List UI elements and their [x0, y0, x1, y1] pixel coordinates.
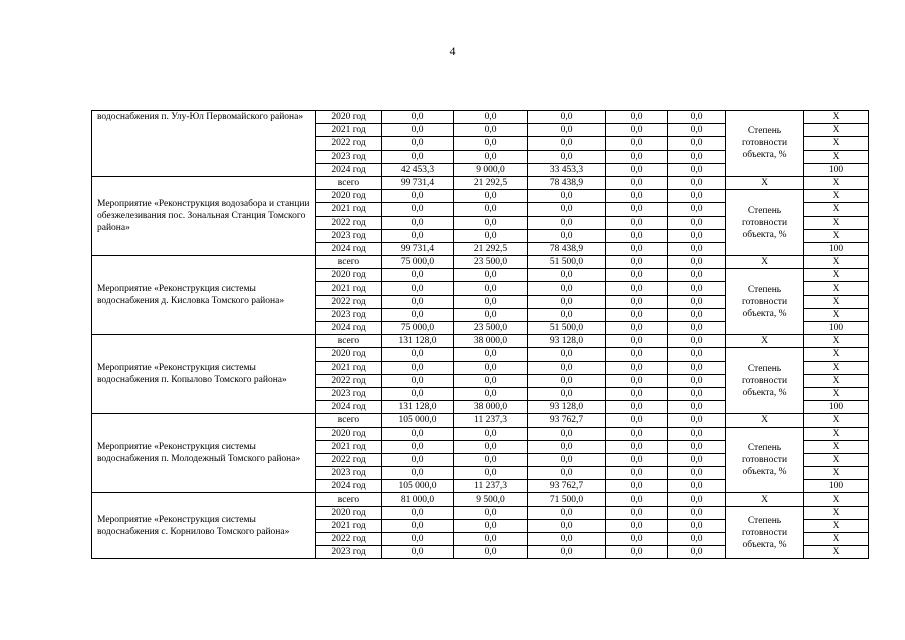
period-cell: всего: [316, 176, 382, 189]
amount-cell: 0,0: [528, 453, 606, 466]
amount-cell: 0,0: [668, 150, 726, 163]
amount-cell: 0,0: [382, 519, 454, 532]
amount-cell: 131 128,0: [382, 335, 454, 348]
table-row: [92, 256, 869, 269]
measure-name: Мероприятие «Реконструкция системы водоснабжения д. Кисловка Томского района»: [92, 256, 316, 335]
amount-cell: 0,0: [528, 295, 606, 308]
period-cell: 2022 год: [316, 533, 382, 546]
amount-cell: 99 731,4: [382, 176, 454, 189]
amount-cell: 21 292,5: [454, 242, 528, 255]
period-cell: 2024 год: [316, 401, 382, 414]
amount-cell: 0,0: [606, 111, 668, 124]
amount-cell: 0,0: [668, 176, 726, 189]
target-value-cell: Х: [804, 348, 869, 361]
target-value-cell: Х: [804, 203, 869, 216]
amount-cell: 0,0: [382, 427, 454, 440]
target-value-cell: Х: [804, 111, 869, 124]
amount-cell: 0,0: [668, 190, 726, 203]
amount-cell: 0,0: [528, 124, 606, 137]
indicator-name: Степень готовности объекта, %: [726, 506, 804, 559]
amount-cell: 0,0: [606, 401, 668, 414]
amount-cell: 0,0: [454, 150, 528, 163]
period-cell: 2021 год: [316, 124, 382, 137]
amount-cell: 42 453,3: [382, 163, 454, 176]
target-value-cell: Х: [804, 137, 869, 150]
amount-cell: 0,0: [606, 453, 668, 466]
indicator-name: Степень готовности объекта, %: [726, 111, 804, 177]
target-value-cell: Х: [804, 256, 869, 269]
amount-cell: 0,0: [454, 506, 528, 519]
amount-cell: 11 237,3: [454, 480, 528, 493]
amount-cell: 0,0: [606, 335, 668, 348]
amount-cell: 75 000,0: [382, 256, 454, 269]
amount-cell: 21 292,5: [454, 176, 528, 189]
period-cell: 2020 год: [316, 427, 382, 440]
target-value-cell: Х: [804, 374, 869, 387]
amount-cell: 0,0: [668, 506, 726, 519]
amount-cell: 11 237,3: [454, 414, 528, 427]
target-value-cell: Х: [804, 546, 869, 559]
amount-cell: 78 438,9: [528, 242, 606, 255]
amount-cell: 0,0: [606, 124, 668, 137]
amount-cell: 0,0: [454, 295, 528, 308]
indicator-x-cell: Х: [726, 414, 804, 427]
amount-cell: 0,0: [454, 269, 528, 282]
amount-cell: 0,0: [382, 467, 454, 480]
target-value-cell: Х: [804, 506, 869, 519]
measure-name: Мероприятие «Реконструкция системы водоснабжения п. Копылово Томского района»: [92, 335, 316, 414]
page-number: 4: [449, 44, 456, 58]
amount-cell: 51 500,0: [528, 322, 606, 335]
amount-cell: 0,0: [454, 374, 528, 387]
amount-cell: 0,0: [382, 348, 454, 361]
period-cell: 2022 год: [316, 216, 382, 229]
amount-cell: 0,0: [382, 111, 454, 124]
measure-name: Мероприятие «Реконструкция водозабора и станции обезжелезивания пос. Зональная Станция Томского района»: [92, 176, 316, 255]
amount-cell: 0,0: [606, 150, 668, 163]
amount-cell: 0,0: [668, 427, 726, 440]
amount-cell: 0,0: [606, 269, 668, 282]
target-value-cell: 100: [804, 163, 869, 176]
amount-cell: 0,0: [606, 440, 668, 453]
period-cell: 2021 год: [316, 282, 382, 295]
amount-cell: 0,0: [606, 533, 668, 546]
amount-cell: 0,0: [382, 282, 454, 295]
amount-cell: 0,0: [528, 111, 606, 124]
period-cell: 2024 год: [316, 322, 382, 335]
period-cell: 2022 год: [316, 295, 382, 308]
amount-cell: 0,0: [606, 242, 668, 255]
amount-cell: 0,0: [454, 440, 528, 453]
amount-cell: 75 000,0: [382, 322, 454, 335]
amount-cell: 0,0: [454, 519, 528, 532]
target-value-cell: Х: [804, 282, 869, 295]
amount-cell: 0,0: [668, 546, 726, 559]
amount-cell: 0,0: [668, 519, 726, 532]
target-value-cell: Х: [804, 176, 869, 189]
amount-cell: 0,0: [668, 242, 726, 255]
amount-cell: 0,0: [606, 308, 668, 321]
amount-cell: 0,0: [528, 506, 606, 519]
amount-cell: 0,0: [382, 533, 454, 546]
amount-cell: 93 762,7: [528, 414, 606, 427]
amount-cell: 23 500,0: [454, 322, 528, 335]
amount-cell: 0,0: [454, 124, 528, 137]
period-cell: всего: [316, 256, 382, 269]
amount-cell: 71 500,0: [528, 493, 606, 506]
amount-cell: 0,0: [528, 519, 606, 532]
amount-cell: 0,0: [668, 137, 726, 150]
amount-cell: 0,0: [454, 467, 528, 480]
amount-cell: 99 731,4: [382, 242, 454, 255]
period-cell: 2023 год: [316, 546, 382, 559]
amount-cell: 33 453,3: [528, 163, 606, 176]
period-cell: всего: [316, 493, 382, 506]
target-value-cell: Х: [804, 387, 869, 400]
amount-cell: 0,0: [668, 269, 726, 282]
amount-cell: 0,0: [454, 427, 528, 440]
indicator-name: Степень готовности объекта, %: [726, 427, 804, 493]
amount-cell: 0,0: [454, 203, 528, 216]
amount-cell: 78 438,9: [528, 176, 606, 189]
amount-cell: 0,0: [454, 308, 528, 321]
amount-cell: 0,0: [606, 282, 668, 295]
amount-cell: 0,0: [668, 480, 726, 493]
amount-cell: 0,0: [606, 216, 668, 229]
amount-cell: 0,0: [668, 282, 726, 295]
period-cell: 2023 год: [316, 387, 382, 400]
amount-cell: 0,0: [606, 137, 668, 150]
period-cell: 2021 год: [316, 519, 382, 532]
period-cell: всего: [316, 414, 382, 427]
amount-cell: 0,0: [668, 111, 726, 124]
period-cell: 2021 год: [316, 203, 382, 216]
amount-cell: 0,0: [606, 295, 668, 308]
amount-cell: 0,0: [668, 374, 726, 387]
amount-cell: 0,0: [528, 546, 606, 559]
indicator-name: Степень готовности объекта, %: [726, 348, 804, 414]
period-cell: 2024 год: [316, 242, 382, 255]
amount-cell: 105 000,0: [382, 414, 454, 427]
amount-cell: 0,0: [668, 216, 726, 229]
amount-cell: 0,0: [668, 493, 726, 506]
amount-cell: 38 000,0: [454, 401, 528, 414]
indicator-x-cell: Х: [726, 335, 804, 348]
amount-cell: 0,0: [454, 348, 528, 361]
amount-cell: 0,0: [382, 453, 454, 466]
amount-cell: 0,0: [606, 387, 668, 400]
period-cell: 2020 год: [316, 111, 382, 124]
amount-cell: 0,0: [668, 401, 726, 414]
target-value-cell: 100: [804, 401, 869, 414]
target-value-cell: 100: [804, 242, 869, 255]
amount-cell: 0,0: [382, 546, 454, 559]
amount-cell: 0,0: [528, 533, 606, 546]
amount-cell: 0,0: [606, 322, 668, 335]
amount-cell: 0,0: [668, 322, 726, 335]
measure-name: водоснабжения п. Улу-Юл Первомайского района»: [92, 111, 316, 177]
amount-cell: 0,0: [606, 480, 668, 493]
period-cell: 2021 год: [316, 361, 382, 374]
amount-cell: 0,0: [668, 295, 726, 308]
target-value-cell: Х: [804, 229, 869, 242]
amount-cell: 105 000,0: [382, 480, 454, 493]
amount-cell: 51 500,0: [528, 256, 606, 269]
amount-cell: 0,0: [668, 387, 726, 400]
amount-cell: 0,0: [668, 124, 726, 137]
amount-cell: 131 128,0: [382, 401, 454, 414]
period-cell: 2024 год: [316, 163, 382, 176]
period-cell: 2020 год: [316, 190, 382, 203]
amount-cell: 0,0: [668, 414, 726, 427]
table-row: [92, 493, 869, 506]
amount-cell: 0,0: [606, 427, 668, 440]
amount-cell: 0,0: [454, 282, 528, 295]
period-cell: 2020 год: [316, 348, 382, 361]
period-cell: 2023 год: [316, 308, 382, 321]
target-value-cell: Х: [804, 216, 869, 229]
amount-cell: 0,0: [668, 467, 726, 480]
amount-cell: 0,0: [454, 216, 528, 229]
amount-cell: 0,0: [454, 533, 528, 546]
amount-cell: 0,0: [606, 546, 668, 559]
period-cell: 2021 год: [316, 440, 382, 453]
period-cell: 2022 год: [316, 453, 382, 466]
amount-cell: 0,0: [606, 203, 668, 216]
amount-cell: 0,0: [528, 361, 606, 374]
amount-cell: 0,0: [528, 190, 606, 203]
indicator-x-cell: Х: [726, 493, 804, 506]
amount-cell: 0,0: [454, 137, 528, 150]
amount-cell: 0,0: [668, 361, 726, 374]
amount-cell: 0,0: [606, 467, 668, 480]
target-value-cell: Х: [804, 150, 869, 163]
period-cell: всего: [316, 335, 382, 348]
amount-cell: 9 000,0: [454, 163, 528, 176]
amount-cell: 0,0: [528, 427, 606, 440]
indicator-x-cell: Х: [726, 256, 804, 269]
amount-cell: 0,0: [528, 387, 606, 400]
period-cell: 2022 год: [316, 137, 382, 150]
indicator-name: Степень готовности объекта, %: [726, 269, 804, 335]
amount-cell: 0,0: [382, 150, 454, 163]
indicator-name: Степень готовности объекта, %: [726, 190, 804, 256]
period-cell: 2023 год: [316, 467, 382, 480]
amount-cell: 9 500,0: [454, 493, 528, 506]
amount-cell: 0,0: [382, 137, 454, 150]
funding-table: [91, 110, 869, 559]
amount-cell: 0,0: [454, 229, 528, 242]
amount-cell: 23 500,0: [454, 256, 528, 269]
target-value-cell: Х: [804, 124, 869, 137]
amount-cell: 0,0: [606, 361, 668, 374]
amount-cell: 0,0: [528, 229, 606, 242]
amount-cell: 0,0: [606, 414, 668, 427]
amount-cell: 0,0: [606, 190, 668, 203]
amount-cell: 0,0: [454, 190, 528, 203]
amount-cell: 0,0: [606, 506, 668, 519]
target-value-cell: Х: [804, 269, 869, 282]
target-value-cell: Х: [804, 533, 869, 546]
amount-cell: 93 762,7: [528, 480, 606, 493]
amount-cell: 0,0: [668, 256, 726, 269]
amount-cell: 0,0: [606, 229, 668, 242]
amount-cell: 0,0: [668, 203, 726, 216]
amount-cell: 0,0: [528, 440, 606, 453]
table-row: [92, 176, 869, 189]
indicator-x-cell: Х: [726, 176, 804, 189]
target-value-cell: 100: [804, 480, 869, 493]
amount-cell: 0,0: [668, 308, 726, 321]
amount-cell: 0,0: [606, 256, 668, 269]
amount-cell: 93 128,0: [528, 401, 606, 414]
amount-cell: 0,0: [382, 216, 454, 229]
amount-cell: 0,0: [454, 546, 528, 559]
target-value-cell: Х: [804, 440, 869, 453]
amount-cell: 0,0: [528, 374, 606, 387]
target-value-cell: Х: [804, 361, 869, 374]
amount-cell: 0,0: [668, 163, 726, 176]
measure-name: Мероприятие «Реконструкция системы водоснабжения п. Молодежный Томского района»: [92, 414, 316, 493]
period-cell: 2020 год: [316, 269, 382, 282]
table-row: [92, 414, 869, 427]
amount-cell: 0,0: [454, 387, 528, 400]
period-cell: 2022 год: [316, 374, 382, 387]
target-value-cell: 100: [804, 322, 869, 335]
target-value-cell: Х: [804, 295, 869, 308]
target-value-cell: Х: [804, 190, 869, 203]
amount-cell: 0,0: [606, 348, 668, 361]
amount-cell: 0,0: [382, 269, 454, 282]
table-row: [92, 335, 869, 348]
amount-cell: 38 000,0: [454, 335, 528, 348]
amount-cell: 0,0: [382, 229, 454, 242]
target-value-cell: Х: [804, 335, 869, 348]
amount-cell: 0,0: [606, 163, 668, 176]
amount-cell: 0,0: [454, 361, 528, 374]
table-row: [92, 111, 869, 124]
target-value-cell: Х: [804, 308, 869, 321]
amount-cell: 0,0: [382, 295, 454, 308]
target-value-cell: Х: [804, 519, 869, 532]
amount-cell: 0,0: [382, 203, 454, 216]
amount-cell: 0,0: [528, 137, 606, 150]
amount-cell: 0,0: [382, 387, 454, 400]
amount-cell: 0,0: [528, 282, 606, 295]
amount-cell: 0,0: [606, 519, 668, 532]
target-value-cell: Х: [804, 493, 869, 506]
amount-cell: 0,0: [668, 453, 726, 466]
period-cell: 2024 год: [316, 480, 382, 493]
amount-cell: 0,0: [382, 308, 454, 321]
amount-cell: 0,0: [528, 150, 606, 163]
target-value-cell: Х: [804, 427, 869, 440]
amount-cell: 0,0: [454, 453, 528, 466]
period-cell: 2023 год: [316, 229, 382, 242]
amount-cell: 0,0: [382, 124, 454, 137]
amount-cell: 0,0: [382, 506, 454, 519]
amount-cell: 0,0: [382, 440, 454, 453]
amount-cell: 0,0: [606, 374, 668, 387]
amount-cell: 0,0: [528, 348, 606, 361]
amount-cell: 81 000,0: [382, 493, 454, 506]
amount-cell: 0,0: [668, 229, 726, 242]
amount-cell: 0,0: [668, 440, 726, 453]
amount-cell: 0,0: [528, 467, 606, 480]
amount-cell: 0,0: [528, 308, 606, 321]
amount-cell: 0,0: [528, 203, 606, 216]
amount-cell: 0,0: [668, 533, 726, 546]
target-value-cell: Х: [804, 453, 869, 466]
amount-cell: 0,0: [528, 269, 606, 282]
amount-cell: 0,0: [382, 361, 454, 374]
amount-cell: 0,0: [382, 190, 454, 203]
period-cell: 2023 год: [316, 150, 382, 163]
period-cell: 2020 год: [316, 506, 382, 519]
amount-cell: 0,0: [606, 176, 668, 189]
target-value-cell: Х: [804, 414, 869, 427]
amount-cell: 93 128,0: [528, 335, 606, 348]
target-value-cell: Х: [804, 467, 869, 480]
amount-cell: 0,0: [528, 216, 606, 229]
amount-cell: 0,0: [454, 111, 528, 124]
amount-cell: 0,0: [668, 335, 726, 348]
measure-name: Мероприятие «Реконструкция системы водоснабжения с. Корнилово Томского района»: [92, 493, 316, 559]
amount-cell: 0,0: [606, 493, 668, 506]
amount-cell: 0,0: [668, 348, 726, 361]
amount-cell: 0,0: [382, 374, 454, 387]
